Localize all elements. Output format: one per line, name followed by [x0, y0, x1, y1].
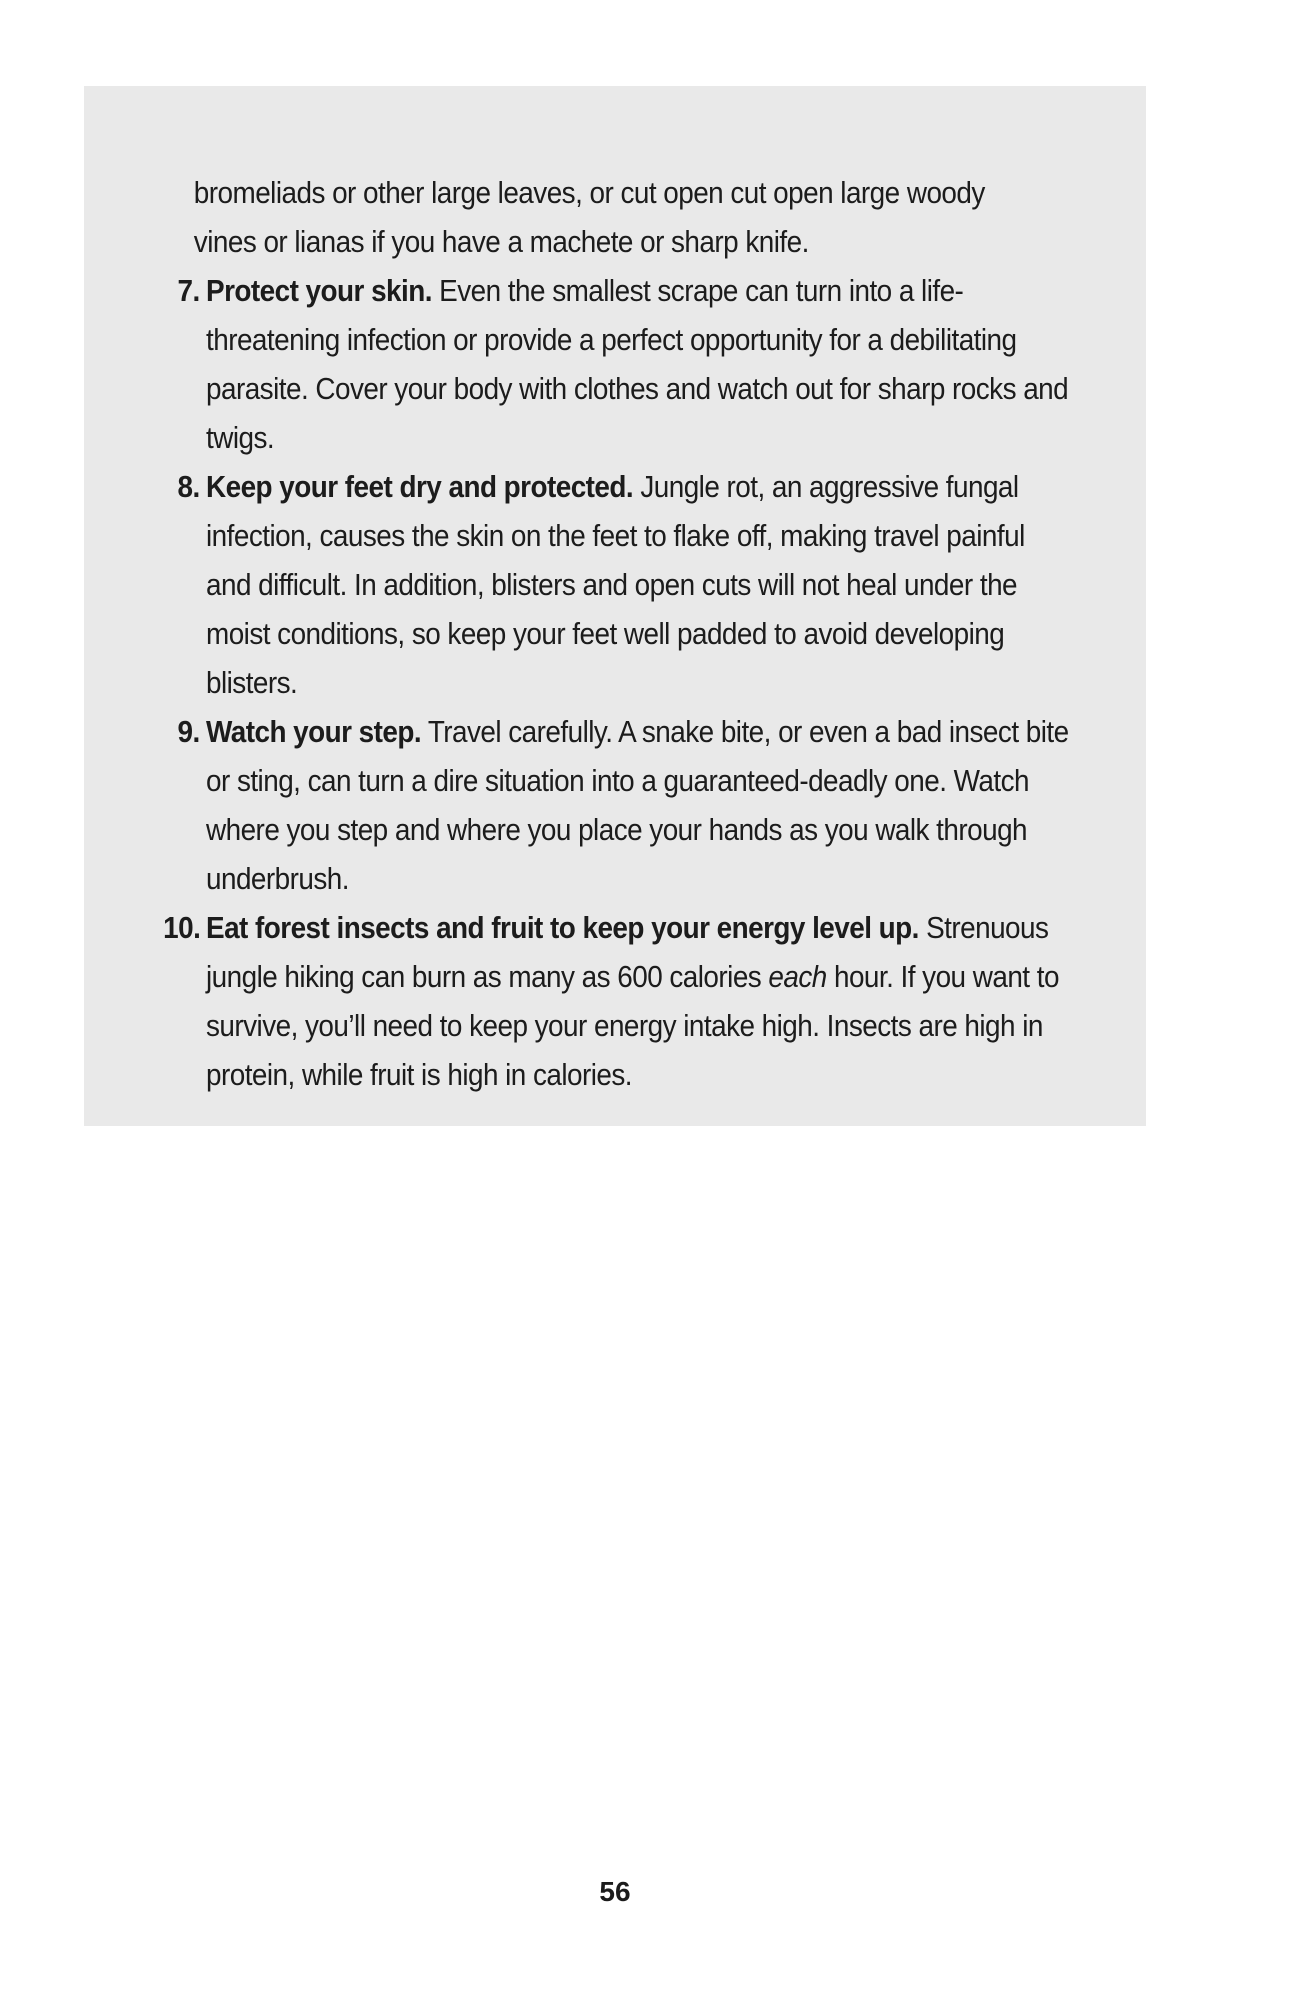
item-heading: Watch your step. [206, 714, 422, 749]
item-emphasis: each [768, 959, 827, 994]
item-text: hour. If you want to survive, you’ll need to keep your energy intake high. Insects are high in protein, while fruit is high in calories. [206, 959, 1059, 1092]
sidebar-content [84, 168, 1146, 1099]
item-number: 9. [177, 714, 200, 749]
item-text: Jungle rot, an aggressive fungal infection, causes the skin on the feet to flake off, making travel painful and difficult. In addition, blisters and open cuts will not heal under the moist conditions, so keep your feet well padded to avoid developing blisters. [206, 469, 1025, 700]
list-item-7 [84, 266, 1146, 462]
item-text: Even the smallest scrape can turn into a life-threatening infection or provide a perfect opportunity for a debilitating parasite. Cover your body with clothes and watch out for sharp rocks and twigs. [206, 273, 1069, 455]
item-text: Travel carefully. A snake bite, or even a bad insect bite or sting, can turn a dire situation into a guaranteed-deadly one. Watch where you step and where you place your hands as you walk through underbrush. [206, 714, 1069, 896]
sidebar-box [84, 86, 1146, 1126]
item-heading: Keep your feet dry and protected. [206, 469, 634, 504]
item-text: Strenuous jungle hiking can burn as many as 600 calories [206, 910, 1049, 994]
item-heading: Eat forest insects and fruit to keep your energy level up. [206, 910, 919, 945]
item-number: 7. [177, 273, 200, 308]
item-number: 8. [177, 469, 200, 504]
continuation-paragraph: bromeliads or other large leaves, or cut open cut open large woody vines or lianas if you have a machete or sharp knife. [193, 175, 985, 259]
item-number: 10. [162, 910, 200, 945]
item-heading: Protect your skin. [206, 273, 432, 308]
page-number: 56 [599, 1876, 631, 1907]
list-item-8 [84, 462, 1146, 707]
list-item-9 [84, 707, 1146, 903]
list-item-10 [84, 903, 1146, 1099]
